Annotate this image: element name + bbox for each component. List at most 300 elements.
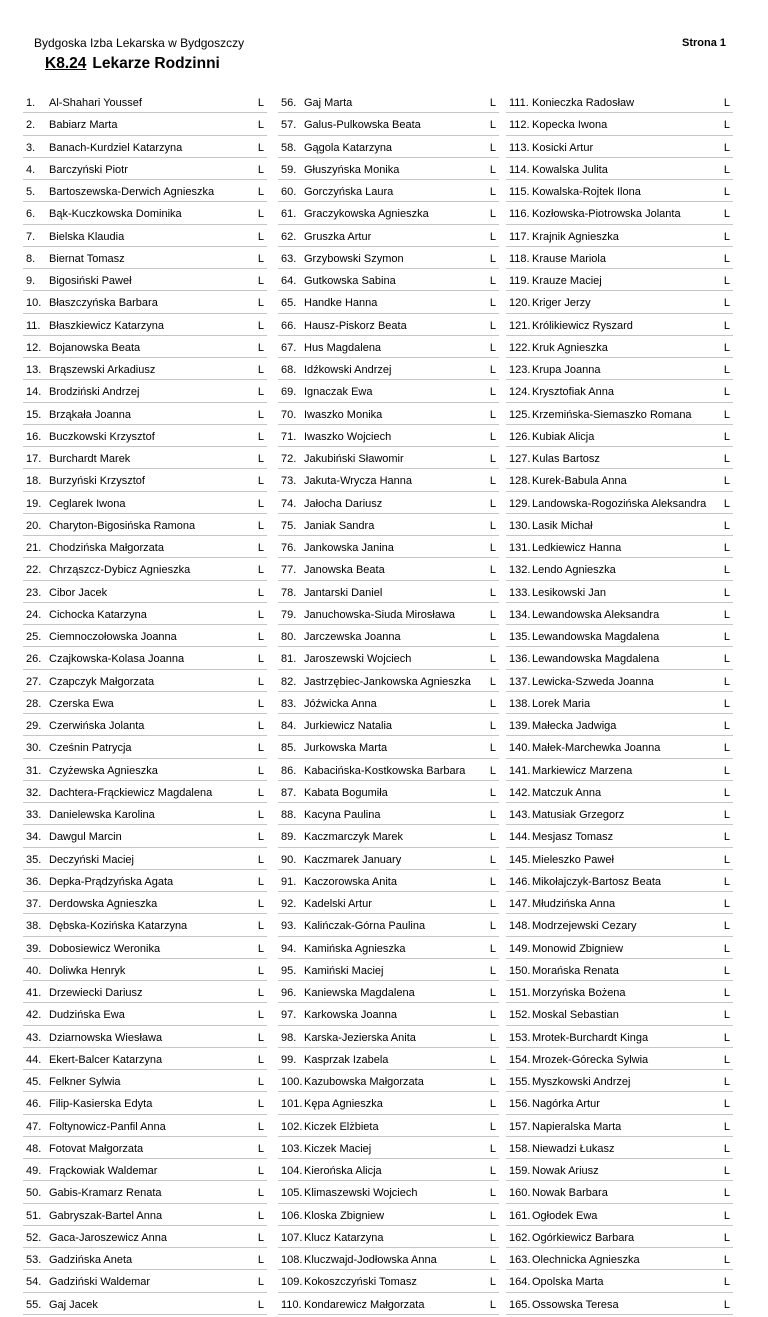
specialty-code: L [257,942,264,955]
entry-number: 162. [509,1231,531,1244]
doctor-name: Hausz-Piskorz Beata [304,319,407,332]
doctor-name: Dziarnowska Wiesława [49,1031,163,1044]
doctor-name: Kowalska Julita [532,163,608,176]
entry-number: 55. [26,1298,42,1311]
doctor-name: Nagórka Artur [532,1098,600,1111]
list-item [506,736,733,758]
list-item [23,892,267,914]
specialty-code: L [257,853,264,866]
doctor-name: Małecka Jadwiga [532,720,617,732]
specialty-code: L [257,809,264,821]
doctor-name: Brząkała Joanna [49,408,131,421]
list-item [506,291,733,313]
specialty-code: L [489,408,496,421]
list-item [23,514,267,536]
specialty-code: L [723,519,730,532]
list-item [23,870,267,892]
list-item [23,803,267,825]
list-item [506,314,733,336]
list-item [506,981,733,1003]
specialty-code: L [723,497,730,510]
doctor-name: Mrozek-Górecka Sylwia [532,1053,649,1066]
entry-number: 102. [281,1120,303,1133]
specialty-code: L [257,697,264,710]
entry-number: 32. [26,786,42,799]
specialty-code: L [257,1165,264,1177]
doctor-name: Jankowska Janina [304,542,394,554]
doctor-name: Kabacińska-Kostkowska Barbara [304,764,466,777]
list-item [23,759,267,781]
doctor-name: Lendo Agnieszka [532,564,616,577]
list-item [23,558,267,580]
list-item [506,336,733,358]
entry-number: 126. [509,430,531,443]
list-item [278,1270,499,1292]
specialty-code: L [257,1053,264,1066]
entry-number: 99. [281,1053,297,1066]
specialty-code: L [489,1187,496,1200]
list-item [506,380,733,402]
list-item [278,736,499,758]
entry-number: 138. [509,697,531,710]
doctor-name: Buczkowski Krzysztof [49,430,155,443]
specialty-code: L [723,964,730,977]
doctor-name: Jastrzębiec-Jankowska Agnieszka [304,675,471,688]
list-item [278,91,499,113]
doctor-name: Morańska Renata [532,964,619,977]
doctor-name: Dachtera-Frąckiewicz Magdalena [49,786,213,799]
list-column-3 [506,91,733,1315]
specialty-code: L [257,987,264,999]
list-item [278,1026,499,1048]
entry-number: 128. [509,475,531,488]
entry-number: 88. [281,809,297,821]
list-item [506,158,733,180]
list-item [278,759,499,781]
list-item [506,759,733,781]
entry-number: 110. [281,1298,302,1311]
list-item [506,803,733,825]
list-item [506,247,733,269]
doctor-name: Krzemińska-Siemaszko Romana [532,408,692,421]
specialty-code: L [723,341,730,354]
entry-number: 3. [26,141,36,154]
entry-number: 13. [26,364,42,376]
list-item [506,825,733,847]
list-item [23,447,267,469]
doctor-name: Frąckowiak Waldemar [49,1165,158,1177]
list-item [278,447,499,469]
doctor-name: Gorczyńska Laura [304,186,394,198]
entry-number: 37. [26,898,42,910]
specialty-code: L [257,163,264,176]
entry-number: 69. [281,386,297,399]
entry-number: 119. [509,275,530,287]
list-item [23,469,267,491]
list-item [278,1092,499,1114]
list-item [278,692,499,714]
entry-number: 116. [509,208,530,221]
list-item [23,202,267,224]
doctor-name: Kamińska Agnieszka [304,942,406,955]
entry-number: 65. [281,297,297,310]
doctor-name: Dawgul Marcin [49,831,122,844]
specialty-code: L [257,675,264,688]
entry-number: 28. [26,697,42,710]
entry-number: 100. [281,1076,303,1088]
doctor-name: Kulas Bartosz [532,453,600,465]
list-item [23,1048,267,1070]
specialty-code: L [723,1098,730,1111]
specialty-code: L [723,1165,730,1177]
specialty-code: L [723,208,730,221]
entry-number: 106. [281,1209,303,1222]
doctor-name: Krupa Joanna [532,364,601,376]
doctor-name: Chodzińska Małgorzata [49,542,164,554]
doctor-name: Charyton-Bigosińska Ramona [49,519,196,532]
doctor-name: Napieralska Marta [532,1120,622,1133]
list-item [506,914,733,936]
specialty-code: L [489,430,496,443]
specialty-code: L [723,675,730,688]
entry-number: 19. [26,497,42,510]
specialty-code: L [257,364,264,376]
list-item [23,581,267,603]
entry-number: 36. [26,875,42,888]
specialty-code: L [257,519,264,532]
doctor-name: Kowalska-Rojtek Ilona [532,186,641,198]
doctor-name: Kloska Zbigniew [304,1209,385,1222]
list-item [23,825,267,847]
entry-number: 136. [509,653,531,666]
specialty-code: L [257,453,264,465]
specialty-code: L [257,186,264,198]
specialty-code: L [723,319,730,332]
doctor-name: Lorek Maria [532,697,591,710]
specialty-code: L [723,1031,730,1044]
list-item [278,1226,499,1248]
doctor-name: Gaj Jacek [49,1298,98,1311]
doctor-name: Klimaszewski Wojciech [304,1187,418,1200]
list-item [23,981,267,1003]
list-item [278,647,499,669]
entry-number: 27. [26,675,42,688]
doctor-name: Monowid Zbigniew [532,942,624,955]
list-item [23,1204,267,1226]
list-item [23,336,267,358]
list-item [506,714,733,736]
entry-number: 2. [26,119,36,132]
doctor-name: Cichocka Katarzyna [49,608,147,621]
doctor-name: Gaca-Jaroszewicz Anna [49,1231,167,1244]
entry-number: 71. [281,430,297,443]
list-item [23,136,267,158]
list-item [278,670,499,692]
specialty-code: L [257,653,264,666]
doctor-name: Derdowska Agnieszka [49,898,158,910]
doctor-name: Kozłowska-Piotrowska Jolanta [532,208,681,221]
entry-number: 141. [509,764,531,777]
entry-number: 59. [281,163,297,176]
doctor-name: Ossowska Teresa [532,1298,619,1311]
specialty-code: L [723,1276,730,1289]
specialty-code: L [489,163,496,176]
doctor-name: Mikołajczyk-Bartosz Beata [532,875,661,888]
entry-number: 157. [509,1120,531,1133]
list-item [278,158,499,180]
page-number: Strona 1 [681,37,726,49]
doctor-name: Handke Hanna [304,297,378,310]
doctor-name: Brodziński Andrzej [49,386,140,399]
doctor-name: Gabryszak-Bartel Anna [49,1209,163,1222]
specialty-code: L [489,1053,496,1066]
doctor-name: Czerwińska Jolanta [49,720,145,732]
entry-number: 113. [509,141,530,154]
doctor-name: Grzybowski Szymon [304,252,404,265]
entry-number: 34. [26,831,42,844]
specialty-code: L [723,853,730,866]
doctor-name: Nowak Ariusz [532,1165,599,1177]
list-item [23,1115,267,1137]
list-item [506,514,733,536]
list-column-2 [278,91,499,1315]
entry-number: 54. [26,1276,42,1289]
list-item [278,959,499,981]
entry-number: 31. [26,764,42,777]
doctor-name: Kosicki Artur [532,141,594,154]
entry-number: 107. [281,1231,303,1244]
doctor-name: Kubiak Alicja [532,430,595,443]
entry-number: 47. [26,1120,42,1133]
doctor-name: Dębska-Kozińska Katarzyna [49,920,188,933]
entry-number: 163. [509,1254,531,1266]
doctor-name: Czapczyk Małgorzata [49,675,155,688]
list-item [23,1270,267,1292]
entry-number: 35. [26,853,42,866]
doctor-name: Kruk Agnieszka [532,341,608,354]
entry-number: 139. [509,720,531,732]
entry-number: 127. [509,453,531,465]
list-item [506,1270,733,1292]
entry-number: 93. [281,920,297,933]
list-item [506,1293,733,1315]
entry-number: 73. [281,475,297,488]
specialty-code: L [723,920,730,933]
doctor-name: Jaroszewski Wojciech [304,653,412,666]
doctor-name: Krajnik Agnieszka [532,230,619,243]
specialty-code: L [489,119,496,132]
specialty-code: L [489,252,496,265]
entry-number: 135. [509,631,531,643]
list-item [23,670,267,692]
doctor-name: Kokoszczyński Tomasz [304,1276,417,1289]
list-item [23,358,267,380]
list-item [23,603,267,625]
list-item [23,1226,267,1248]
entry-number: 25. [26,631,42,643]
doctor-name: Kondarewicz Małgorzata [304,1298,425,1311]
specialty-code: L [257,608,264,621]
entry-number: 101. [281,1098,303,1111]
specialty-code: L [489,97,496,109]
list-item [23,1293,267,1315]
doctor-name: Konieczka Radosław [532,97,635,109]
specialty-code: L [257,1076,264,1088]
specialty-code: L [489,675,496,688]
entry-number: 82. [281,675,297,688]
entry-number: 114. [509,163,530,176]
doctor-name: Matusiak Grzegorz [532,809,625,821]
list-item [23,1181,267,1203]
doctor-name: Galus-Pulkowska Beata [304,119,421,132]
doctor-name: Kierońska Alicja [304,1165,382,1177]
list-item [506,202,733,224]
entry-number: 30. [26,742,42,755]
specialty-code: L [723,297,730,310]
doctor-name: Janowska Beata [304,564,385,577]
doctor-name: Kiczek Elżbieta [304,1120,379,1133]
specialty-code: L [489,319,496,332]
list-item [506,1248,733,1270]
doctor-name: Czerska Ewa [49,697,114,710]
list-item [506,492,733,514]
entry-number: 75. [281,519,297,532]
doctor-name: Depka-Prądzyńska Agata [49,875,174,888]
list-item [278,314,499,336]
specialty-code: L [723,1076,730,1088]
list-item [278,1137,499,1159]
list-item [23,1092,267,1114]
entry-number: 87. [281,786,297,799]
specialty-code: L [257,408,264,421]
specialty-code: L [723,764,730,777]
entry-number: 122. [509,341,531,354]
list-item [278,225,499,247]
doctor-name: Kopecka Iwona [532,119,608,132]
specialty-code: L [489,653,496,666]
specialty-code: L [723,141,730,154]
list-item [278,603,499,625]
doctor-name: Landowska-Rogozińska Aleksandra [532,497,707,510]
list-item [278,825,499,847]
doctor-name: Gadziński Waldemar [49,1276,151,1289]
list-item [278,291,499,313]
entry-number: 11. [26,319,41,332]
entry-number: 41. [26,987,42,999]
entry-number: 42. [26,1009,42,1022]
specialty-code: L [257,1031,264,1044]
entry-number: 9. [26,275,36,287]
specialty-code: L [489,875,496,888]
list-item [23,1137,267,1159]
doctor-name: Gruszka Artur [304,230,372,243]
list-item [23,736,267,758]
list-item [506,1137,733,1159]
specialty-code: L [489,631,496,643]
specialty-code: L [489,1120,496,1133]
list-item [278,425,499,447]
specialty-code: L [723,653,730,666]
list-item [506,647,733,669]
specialty-code: L [723,987,730,999]
doctor-name: Ogłodek Ewa [532,1209,598,1222]
entry-number: 33. [26,809,42,821]
list-item [278,247,499,269]
doctor-name: Graczykowska Agnieszka [304,208,429,221]
specialty-code: L [257,1231,264,1244]
specialty-code: L [723,742,730,755]
list-item [278,1003,499,1025]
list-item [506,625,733,647]
doctor-name: Mieleszko Paweł [532,853,614,866]
doctor-name: Królikiewicz Ryszard [532,319,633,332]
doctor-name: Matczuk Anna [532,786,602,799]
specialty-code: L [723,1187,730,1200]
entry-number: 44. [26,1053,42,1066]
entry-number: 151. [509,987,531,999]
specialty-code: L [489,1142,496,1155]
list-item [506,469,733,491]
entry-number: 61. [281,208,297,221]
list-item [506,1070,733,1092]
list-item [23,625,267,647]
entry-number: 66. [281,319,297,332]
doctor-name: Kaniewska Magdalena [304,987,415,999]
list-item [506,536,733,558]
doctor-name: Młudzińska Anna [532,898,616,910]
list-item [23,1248,267,1270]
specialty-code: L [257,875,264,888]
list-item [278,1159,499,1181]
specialty-code: L [257,920,264,933]
doctor-name: Kalińczak-Górna Paulina [304,920,426,933]
doctor-name: Idźkowski Andrzej [304,364,392,376]
specialty-code: L [489,987,496,999]
list-item [23,91,267,113]
entry-number: 10. [26,297,42,310]
list-item [506,425,733,447]
doctor-name: Iwaszko Wojciech [304,430,392,443]
list-item [506,225,733,247]
doctor-name: Felkner Sylwia [49,1076,121,1088]
entry-number: 92. [281,898,297,910]
list-item [506,1115,733,1137]
doctor-name: Ciemnoczołowska Joanna [49,631,177,643]
entry-number: 64. [281,275,297,287]
entry-number: 49. [26,1165,42,1177]
specialty-code: L [723,408,730,421]
list-item [278,1115,499,1137]
doctor-name: Głuszyńska Monika [304,163,400,176]
list-item [278,581,499,603]
entry-number: 15. [26,408,42,421]
list-item [506,1048,733,1070]
list-item [506,113,733,135]
list-item [23,1070,267,1092]
doctor-name: Ledkiewicz Hanna [532,542,622,554]
list-item [278,892,499,914]
entry-number: 152. [509,1009,531,1022]
entry-number: 146. [509,875,531,888]
specialty-code: L [723,631,730,643]
specialty-code: L [489,1165,496,1177]
doctor-name: Karkowska Joanna [304,1009,397,1022]
list-item [278,536,499,558]
entry-number: 118. [509,252,530,265]
doctor-name: Danielewska Karolina [49,809,155,821]
doctor-name: Gabis-Kramarz Renata [49,1187,162,1200]
entry-number: 158. [509,1142,531,1155]
